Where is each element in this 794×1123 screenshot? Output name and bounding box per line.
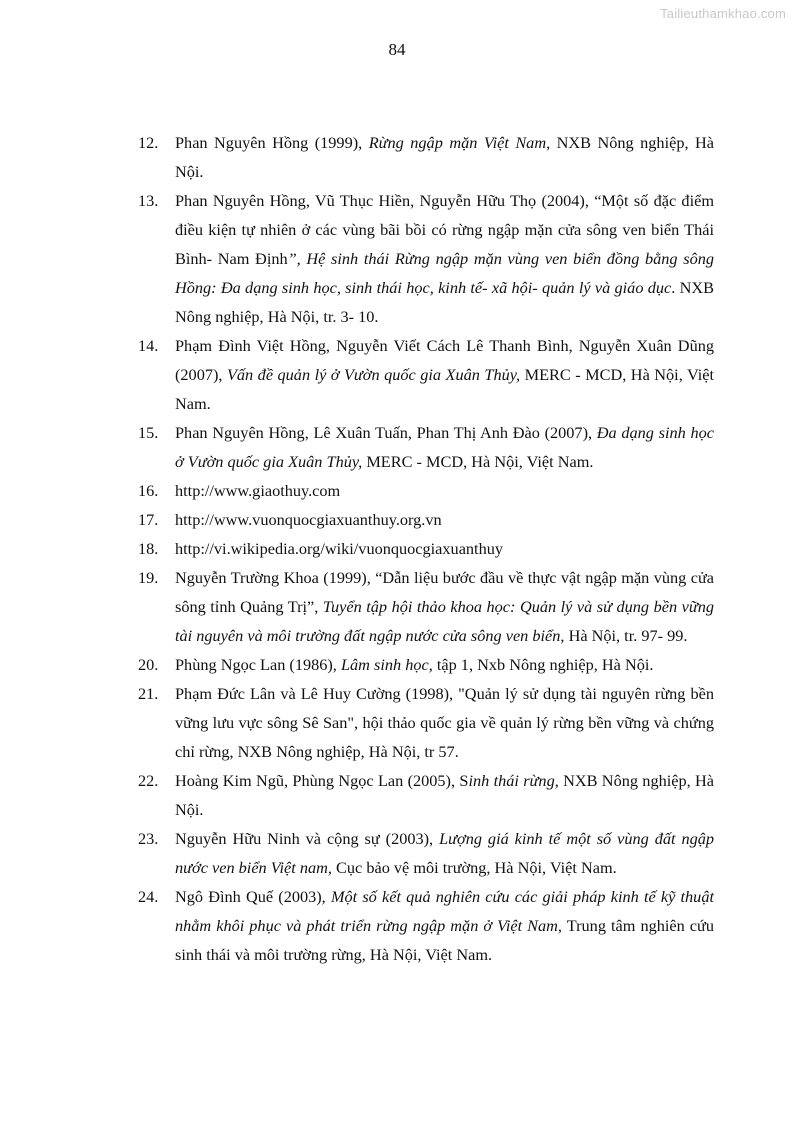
reference-item	[138, 476, 714, 505]
reference-item	[138, 824, 714, 882]
reference-segment: Nguyễn Hữu Ninh và cộng sự (2003),	[175, 829, 440, 848]
reference-item	[138, 882, 714, 969]
reference-item	[138, 679, 714, 766]
reference-segment: Hoàng Kim Ngũ, Phùng Ngọc Lan (2005), S	[175, 771, 469, 790]
reference-number: 14.	[138, 336, 159, 355]
reference-segment: http://www.vuonquocgiaxuanthuy.org.vn	[175, 510, 442, 529]
reference-item	[138, 766, 714, 824]
reference-text	[175, 418, 714, 476]
reference-item	[138, 128, 714, 186]
reference-number: 22.	[138, 771, 159, 790]
reference-segment: MERC - MCD, Hà Nội, Việt Nam.	[175, 365, 715, 413]
reference-title: ”, Hệ sinh thái Rừng ngập mặn vùng ven biển đồng bằng sông Hồng: Đa dạng sinh học, sinh thái học, kinh tế- xã hội- quản lý và giáo dục	[175, 249, 714, 297]
reference-text	[175, 476, 714, 505]
reference-item	[138, 505, 714, 534]
reference-segment: Phùng Ngọc Lan (1986),	[175, 655, 341, 674]
reference-segment: Phan Nguyên Hồng (1999),	[175, 133, 369, 152]
reference-number: 17.	[138, 510, 159, 529]
reference-segment: Nguyễn Trường Khoa (1999), “Dẫn liệu bước đầu về thực vật ngập mặn vùng cửa sông tỉnh Quảng Trị”,	[175, 568, 714, 616]
reference-segment: http://vi.wikipedia.org/wiki/vuonquocgiaxuanthuy	[175, 539, 504, 558]
reference-item	[138, 418, 714, 476]
reference-item	[138, 563, 714, 650]
reference-title: Lâm sinh học,	[340, 655, 433, 674]
reference-title: Đa dạng sinh học ở Vườn quốc gia Xuân Thủy,	[175, 423, 714, 471]
reference-text	[175, 186, 714, 331]
page-number: 84	[388, 40, 406, 59]
reference-segment: , NXB Nông nghiệp, Hà Nội.	[175, 771, 714, 819]
reference-title: Vấn đề quản lý ở Vườn quốc gia Xuân Thủy,	[226, 365, 521, 384]
reference-number: 24.	[138, 887, 159, 906]
reference-number: 16.	[138, 481, 159, 500]
reference-segment: Ngô Đình Quế (2003),	[175, 887, 331, 906]
reference-title: Một số kết quả nghiên cứu các giải pháp kinh tế kỹ thuật nhằm khôi phục và phát triển rừng ngập mặn ở Việt Nam	[175, 887, 714, 935]
reference-item	[138, 331, 714, 418]
reference-title: inh thái rừng	[468, 771, 555, 790]
reference-text	[175, 882, 714, 969]
reference-number: 12.	[138, 133, 159, 152]
reference-number: 18.	[138, 539, 159, 558]
reference-item	[138, 186, 714, 331]
reference-segment: , Hà Nội, tr. 97- 99.	[560, 626, 688, 645]
reference-segment: . NXB Nông nghiệp, Hà Nội, tr. 3- 10.	[175, 278, 714, 326]
reference-text	[175, 534, 714, 563]
reference-number: 15.	[138, 423, 159, 442]
reference-segment: http://www.giaothuy.com	[175, 481, 341, 500]
reference-segment: Phan Nguyên Hồng, Vũ Thục Hiền, Nguyễn Hữu Thọ (2004), “Một số đặc điểm điều kiện tự nhiên ở các vùng bãi bồi có rừng ngập mặn cửa sông ven biển Thái Bình- Nam Định	[175, 191, 714, 268]
reference-text	[175, 128, 714, 186]
reference-segment: tập 1, Nxb Nông nghiệp, Hà Nội.	[432, 655, 654, 674]
reference-text	[175, 563, 714, 650]
reference-number: 19.	[138, 568, 159, 587]
reference-list	[138, 128, 714, 969]
reference-title: Tuyển tập hội thảo khoa học: Quản lý và sử dụng bền vững tài nguyên và môi trường đất ngập nước cửa sông ven biển	[175, 597, 714, 645]
reference-number: 13.	[138, 191, 159, 210]
reference-text	[175, 331, 714, 418]
reference-segment: NXB Nông nghiệp, Hà Nội.	[175, 133, 714, 181]
reference-segment: , Trung tâm nghiên cứu sinh thái và môi trường rừng, Hà Nội, Việt Nam.	[175, 916, 714, 964]
reference-segment: Phan Nguyên Hồng, Lê Xuân Tuấn, Phan Thị Anh Đào (2007),	[175, 423, 597, 442]
reference-number: 23.	[138, 829, 159, 848]
reference-text	[175, 766, 714, 824]
reference-number: 20.	[138, 655, 159, 674]
watermark: Tailieuthamkhao.com	[660, 6, 786, 21]
reference-text	[175, 679, 714, 766]
reference-item	[138, 650, 714, 679]
reference-segment: Phạm Đình Việt Hồng, Nguyễn Viết Cách Lê Thanh Bình, Nguyễn Xuân Dũng (2007),	[175, 336, 714, 384]
reference-number: 21.	[138, 684, 159, 703]
reference-text	[175, 824, 714, 882]
reference-segment: Phạm Đức Lân và Lê Huy Cường (1998), "Quản lý sử dụng tài nguyên rừng bền vững lưu vực sông Sê San", hội thảo quốc gia về quản lý rừng bền vững và chứng chỉ rừng, NXB Nông nghiệp, Hà Nội, tr 57.	[175, 684, 714, 761]
reference-text	[175, 505, 714, 534]
reference-text	[175, 650, 714, 679]
reference-segment: Cục bảo vệ môi trường, Hà Nội, Việt Nam.	[331, 858, 617, 877]
reference-item	[138, 534, 714, 563]
reference-title: Rừng ngập mặn Việt Nam,	[368, 133, 551, 152]
reference-title: Lượng giá kinh tế một số vùng đất ngập nước ven biển Việt nam,	[175, 829, 715, 877]
reference-segment: MERC - MCD, Hà Nội, Việt Nam.	[362, 452, 594, 471]
